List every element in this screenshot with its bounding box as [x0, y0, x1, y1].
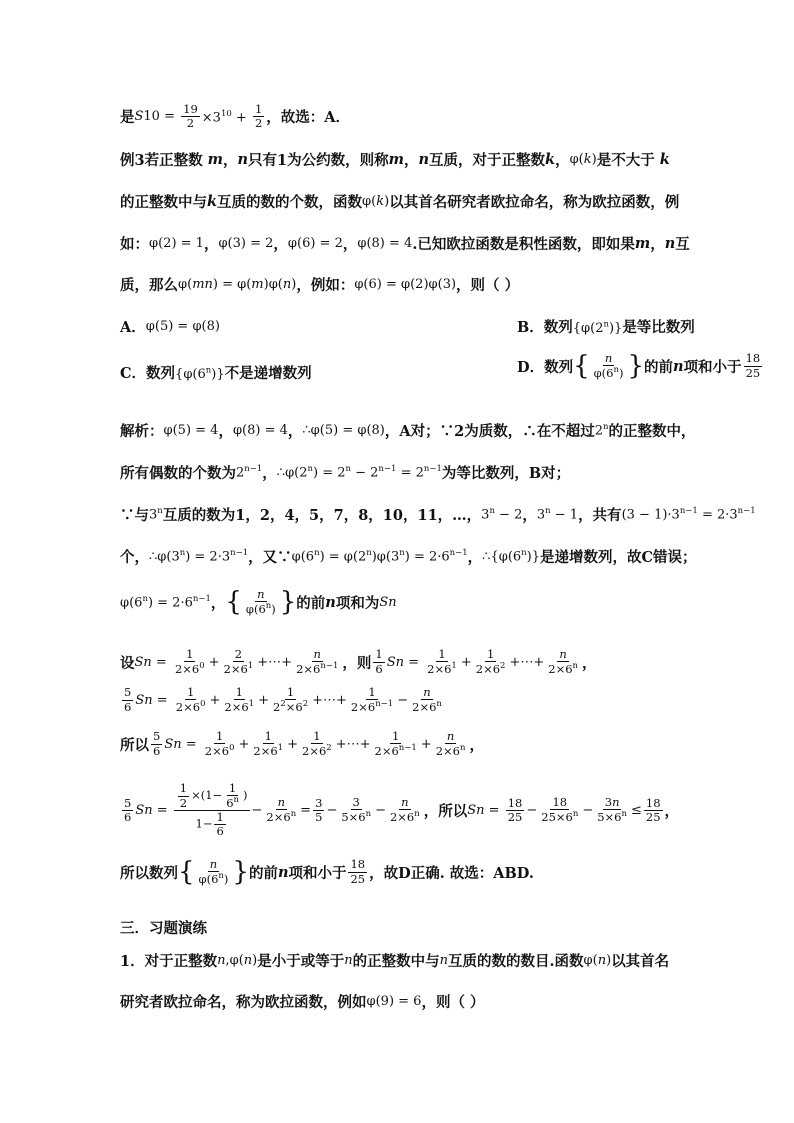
- options-ab: A． φ(5) = φ(8) B．数列{φ(2$^n$)}是等比数列: [120, 316, 680, 337]
- text: ，例如：: [296, 277, 355, 294]
- solution-label: 解析：: [120, 423, 164, 440]
- text: 的前: [296, 594, 326, 612]
- text: 研究者欧拉命名，称为欧拉函数，例如: [120, 994, 367, 1011]
- text: 为等比数列，B对；: [441, 465, 571, 482]
- option-b[interactable]: B．数列{φ(2$^n$)}是等比数列: [517, 319, 695, 336]
- text: ，故选：A．: [266, 109, 351, 127]
- example-heading: 例3若正整数: [120, 152, 203, 169]
- text: 是递增数列，故C错误；: [540, 549, 697, 566]
- question1-line1: 1．对于正整数 n ,φ( n ) 是小于或等于 n 的正整数中与 n 互质的数的数目.函数 φ( n ) 以其首名: [120, 950, 669, 971]
- fraction: $\frac{1}{2}$: [254, 102, 263, 131]
- text: 所以: [120, 736, 149, 754]
- text: 所有偶数的个数为: [120, 465, 236, 482]
- text: ，又∵: [248, 549, 292, 566]
- solution-line9: $\frac{5}{6}$ S n = $\frac{1}{2}$ ×(1− $\frac{1}{6^n}$ ) 1− $\frac{1}{6}$ − $\frac{n}{2\times 6^n}$ = $\frac{3}{5}$ − $\frac{3}{5\times 6^n}$ − $\frac{n}{2\times 6^n}$ ，所以 S n = $\frac{18}{25}$ − $\frac{18}{25\times 6^n}$ − $\frac{3n}{5\times 6^n}$ ≤ $\frac{18}{25}$ ，: [124, 781, 680, 839]
- text: 以其首名研究者欧拉命名，称为欧拉函数，例: [389, 194, 680, 211]
- fraction: $\frac{19}{2}$: [183, 102, 198, 131]
- option-a[interactable]: A．: [120, 319, 146, 336]
- text: 互: [675, 236, 690, 253]
- solution-line3: ∵与 3$^n$ 互质的数为1，2，4，5，7，8，10，11，…， $3^n - 2$ ， $3^n - 1$ ，共有 $(3 - 1)\cdot 3^{n-1} = 2\cdot 3^{n-1}$: [120, 504, 756, 525]
- section-heading: 三．习题演练: [120, 920, 207, 937]
- example3-line2: 的正整数中与 k 互质的数的个数，函数 φ( k ) 以其首名研究者欧拉命名，称为欧拉函数，例: [120, 193, 680, 211]
- solution-line1: 解析： φ(5) = 4 ， φ(8) = 4 ， ∴φ(5) = φ(8) ，A对；∵2为质数，∴在不超过 2$^n$ 的正整数中，: [120, 420, 695, 441]
- text: 是: [120, 109, 135, 127]
- solution-line2: 所有偶数的个数为 $2^{n-1}$ ， $\therefore\varphi(2^n) = 2^n - 2^{n-1} = 2^{n-1}$ 为等比数列，B对；: [120, 462, 570, 483]
- text: ，则（ ）: [456, 277, 520, 294]
- text: 互质，对于正整数: [429, 152, 546, 169]
- solution-line5: $\varphi(6^n) = 2\cdot 6^{n-1}$ ， { $\frac{n}{\varphi(6^n)}$ } 的前 n 项和为 S n: [120, 587, 397, 618]
- text: 是小于或等于: [257, 953, 345, 970]
- text: 1．对于正整数: [120, 953, 218, 970]
- text: 质，那么: [120, 277, 178, 294]
- text: 项和为: [335, 594, 380, 612]
- text: 以其首名: [611, 953, 670, 970]
- question1-line2: 研究者欧拉命名，称为欧拉函数，例如 φ(9) = 6 ，则（ ）: [120, 991, 485, 1012]
- example3-line3: 如： φ(2) = 1 ， φ(3) = 2 ， φ(6) = 2 ， φ(8) = 4 .已知欧拉函数是积性函数，即如果 m ， n 互: [120, 235, 690, 253]
- solution-line8: 所以 $\frac{5}{6}$ S n = $\frac{1}{2\times 6^0}$ + $\frac{1}{2\times 6^1}$ + $\frac{1}{2\times 6^2}$ +⋯+ $\frac{1}{2\times 6^{n-1}}$ + $\frac{n}{2\times 6^n}$ ，: [120, 729, 484, 759]
- text: ，A对；∵2为质数，∴在不超过: [384, 423, 595, 440]
- text: 的正整数中，: [608, 423, 696, 440]
- text: 项和小于: [288, 864, 347, 882]
- text: ，则（ ）: [421, 994, 485, 1011]
- text: ，所以: [423, 802, 468, 820]
- text: 设: [120, 654, 135, 672]
- option-c[interactable]: C．数列{φ(6$^n$)}不是递增数列: [120, 365, 312, 382]
- text: 只有1为公约数，则称: [248, 152, 389, 169]
- text: 如：: [120, 236, 149, 253]
- example3-line4: 质，那么 φ( mn ) = φ( m )φ( n ) ，例如： φ(6) = φ(2)φ(3) ，则（ ）: [120, 274, 519, 295]
- text: 互质的数为1，2，4，5，7，8，10，11，…，: [162, 507, 482, 524]
- text: 的前: [248, 864, 278, 882]
- solution-line7: $\frac{5}{6}$ S n = $\frac{1}{2\times 6^0}$ + $\frac{1}{2\times 6^1}$ + $\frac{1}{2^2\times 6^2}$ +⋯+ $\frac{1}{2\times 6^{n-1}}$ − $\frac{n}{2\times 6^n}$: [124, 685, 442, 715]
- text: ，故D正确. 故选：ABD.: [369, 864, 534, 882]
- solution-line4: 个， $\therefore\varphi(3^n) = 2\cdot 3^{n-1}$ ，又∵ $\varphi(6^n) = \varphi(2^n)\varphi(3^n) = 2\cdot 6^{n-1}$ ， ∴{φ(6$^n$)} 是递增数列，故C错误；: [120, 546, 697, 567]
- text: 互质的数的数目.函数: [447, 953, 584, 970]
- text: 的正整数中与: [120, 194, 207, 211]
- text: ，则: [342, 654, 372, 672]
- text: .已知欧拉函数是积性函数，即如果: [412, 236, 635, 253]
- text: 的正整数中与: [352, 953, 440, 970]
- text: 所以数列: [120, 864, 178, 882]
- text: 个，: [120, 549, 149, 566]
- options-cd: [120, 351, 761, 383]
- text: ∵与: [120, 507, 149, 524]
- solution-line6: 设 S n = $\frac{1}{2\times 6^0}$ + $\frac{2}{2\times 6^1}$ +⋯+ $\frac{n}{2\times 6^{n-1}}$ ，则 $\frac{1}{6}$ S n = $\frac{1}{2\times 6^1}$ + $\frac{1}{2\times 6^2}$ +⋯+ $\frac{n}{2\times 6^n}$ ，: [120, 647, 597, 677]
- example3-line1: 例3若正整数 m ， n 只有1为公约数，则称 m ， n 互质，对于正整数 k ， φ( k ) 是不大于 k: [120, 151, 670, 169]
- text: ，共有: [578, 507, 622, 524]
- text: 是不大于: [596, 152, 655, 169]
- text: 互质的数的个数，函数: [217, 194, 363, 211]
- solution-line10: 所以数列 { $\frac{n}{\varphi(6^n)}$ } 的前 n 项和小于 $\frac{18}{25}$ ，故D正确. 故选：ABD.: [120, 857, 534, 888]
- option-d[interactable]: D．数列 { $\frac{n}{\varphi(6^n)}$ } 的前 n 项和小于 $\frac{18}{25}$: [517, 351, 761, 382]
- line-answer-prev: 是 S 10 = $\frac{19}{2}$ $\times 3^{10}$ + $\frac{1}{2}$ ，故选：A．: [120, 102, 351, 131]
